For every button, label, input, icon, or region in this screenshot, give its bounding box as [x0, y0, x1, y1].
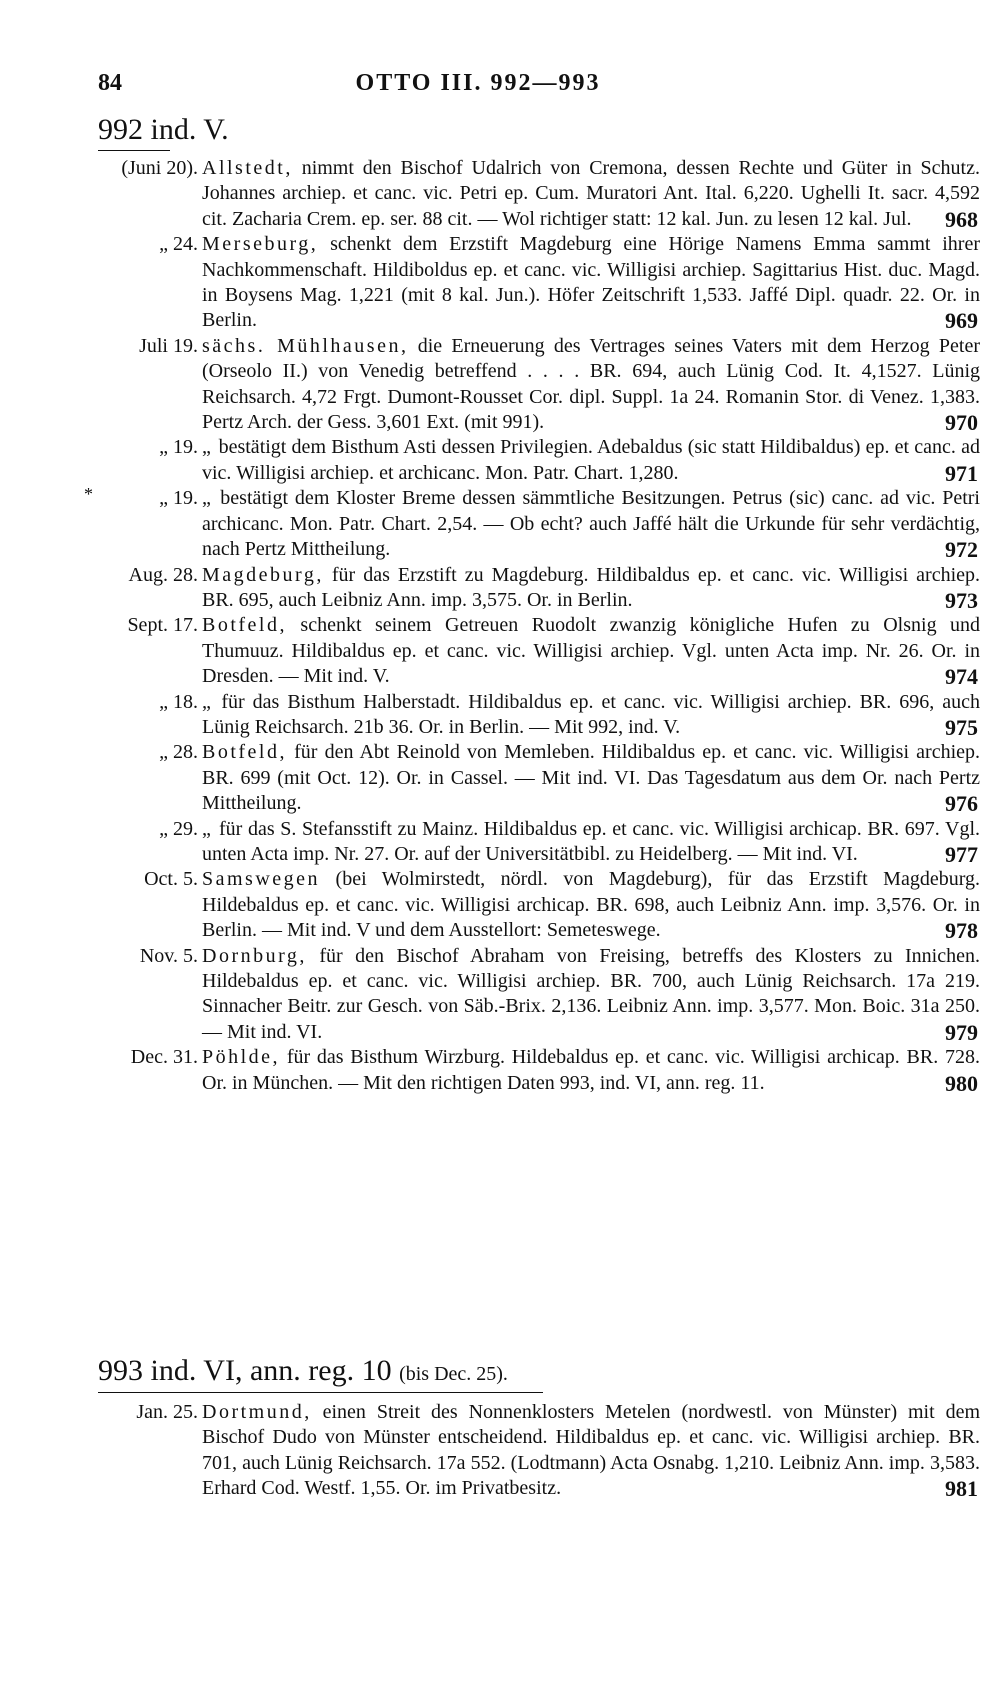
entry-place: Dornburg, — [202, 944, 307, 967]
section-rule — [98, 1392, 543, 1393]
entry-date: Aug. 28. — [128, 563, 198, 586]
entry-date: Sept. 17. — [127, 614, 198, 637]
entry-place: Botfeld, — [202, 741, 287, 764]
entry-place: Merseburg, — [202, 233, 319, 256]
entry-975 — [90, 690, 980, 741]
dubious-marker: * — [84, 484, 93, 505]
entry-number: 979 — [945, 1019, 978, 1045]
entry-body: für den Bischof Abraham von Freising, betreffs des Klosters zu Innichen. Hildebaldus ep. et canc. vic. Willigisi archiep. BR. 700, auch Lünig Reichsarch. 17a 219. Sinnacher Beitr. zur Gesch. von Säb.-Brix. 2,136. Leibniz Ann. imp. 3,577. Mon. Boic. 31a 250. — Mit ind. VI. — [202, 944, 980, 1043]
entry-body: schenkt seinem Getreuen Ruodolt zwanzig königliche Hufen zu Olsnig und Thumuuz. Hildibaldus ep. et canc. vic. Willigisi archiep. Vgl. unten Acta imp. Nr. 26. Or. in Dresden. — Mit ind. V. — [202, 614, 980, 688]
section-rule — [98, 150, 170, 151]
entry-date: „ 28. — [159, 741, 198, 764]
entry-number: 969 — [945, 308, 978, 334]
entry-place: Dortmund, — [202, 1401, 312, 1423]
entry-text — [202, 435, 980, 486]
entry-980 — [90, 1045, 980, 1096]
entry-date: Oct. 5. — [144, 868, 198, 891]
entry-number: 972 — [945, 537, 978, 563]
entry-place: „ — [202, 690, 214, 713]
entry-body: (bei Wolmirstedt, nördl. von Magdeburg), für das Erzstift Magdeburg. Hildebaldus ep. et canc. vic. Willigisi archicap. BR. 698, auch Leibniz Ann. imp. 3,576. Or. in Berlin. — Mit ind. V und dem Ausstellort: Semeteswege. — [202, 868, 980, 942]
entry-text — [202, 1045, 980, 1096]
section-heading-992 — [98, 113, 229, 147]
entry-973 — [90, 563, 980, 614]
entry-number: 971 — [945, 460, 978, 486]
entry-body: bestätigt dem Bisthum Asti dessen Privilegien. Adebaldus (sic statt Hildibaldus) ep. et canc. ad vic. Willigisi archiep. et archicanc. Mon. Patr. Chart. 1,280. — [202, 436, 980, 484]
entry-979 — [90, 944, 980, 1046]
entry-number: 976 — [945, 791, 978, 817]
entry-body: für das Bisthum Wirzburg. Hildebaldus ep. et canc. vic. Willigisi archicap. BR. 728. Or. in München. — Mit den richtigen Daten 993, ind. VI, ann. reg. 11. — [202, 1046, 980, 1094]
page-number: 84 — [98, 70, 122, 96]
entry-978 — [90, 867, 980, 943]
section-title: 992 ind. V. — [98, 113, 229, 146]
entry-970 — [90, 334, 980, 436]
entry-place: Botfeld, — [202, 614, 287, 637]
entry-place: Allstedt, — [202, 157, 293, 179]
entry-text — [202, 944, 980, 1046]
entry-body: nimmt den Bischof Udalrich von Cremona, dessen Rechte und Güter in Schutz. Johannes archiep. et canc. vic. Petri ep. Cum. Muratori Ant. Ital. 6,220. Ughelli It. sacr. 4,592 cit. Zacharia Crem. ep. ser. 88 cit. — Wol richtiger statt: 12 kal. Jun. zu lesen 12 kal. Jul. — [202, 157, 980, 230]
entry-text — [202, 1400, 980, 1502]
entry-date: (Juni 20). — [121, 157, 198, 179]
entry-text — [202, 740, 980, 816]
running-head: OTTO III. 992—993 — [355, 70, 601, 96]
section-title: 993 ind. VI, ann. reg. 10 — [98, 1354, 392, 1387]
entry-body: für das S. Stefansstift zu Mainz. Hildibaldus ep. et canc. vic. Willigisi archicap. BR. 697. Vgl. unten Acta imp. Nr. 27. Or. auf der Universitätbibl. zu Heidelberg. — Mit ind. VI. — [202, 817, 980, 865]
entry-977 — [90, 817, 980, 868]
entry-body: die Erneuerung des Vertrages seines Vaters mit dem Herzog Peter (Orseolo II.) von Venedig betreffend . . . . BR. 694, auch Lünig Cod. It. 4,1527. Lünig Reichsarch. 4,72 Frgt. Dumont-Rousset Cor. dipl. Suppl. 1a 24. Romanin Stor. di Venez. 1,383. Pertz Arch. der Gess. 3,601 Ext. (mit 991). — [202, 334, 981, 434]
entry-number: 973 — [945, 587, 978, 613]
entry-971 — [90, 435, 980, 486]
entry-body: schenkt dem Erzstift Magdeburg eine Hörige Namens Emma sammt ihrer Nachkommenschaft. Hildiboldus ep. et canc. vic. Willigisi archiep. Sagittarius Hist. duc. Magd. in Boysens Mag. 1,221 (mit 8 kal. Jun.). Höfer Zeitschrift 1,533. Jaffé Dipl. quadr. 22. Or. in Berlin. — [202, 233, 980, 332]
entry-place: „ — [202, 487, 214, 510]
section-title-note: (bis Dec. 25). — [399, 1363, 508, 1385]
entry-list-993 — [90, 1400, 980, 1502]
page-header — [98, 70, 978, 100]
entry-place: „ — [202, 817, 214, 840]
entry-number: 978 — [945, 918, 978, 944]
entry-number: 970 — [945, 410, 978, 436]
entry-968 — [90, 156, 980, 232]
entry-list-992 — [84, 156, 981, 1096]
entry-body: für das Erzstift zu Magdeburg. Hildibaldus ep. et canc. vic. Willigisi archiep. BR. 695, auch Leibniz Ann. imp. 3,575. Or. in Berlin. — [202, 563, 980, 611]
entry-body: für das Bisthum Halberstadt. Hildibaldus ep. et canc. vic. Willigisi archiep. BR. 696, auch Lünig Reichsarch. 21b 36. Or. in Berlin. — Mit 992, ind. V. — [202, 690, 980, 738]
entry-place: Pöhlde, — [202, 1046, 281, 1069]
entry-date: Juli 19. — [139, 334, 198, 357]
entry-date: „ 19. — [159, 487, 198, 510]
entry-place: „ — [202, 436, 214, 459]
entry-text — [202, 817, 980, 868]
entry-number: 981 — [945, 1476, 978, 1502]
entry-date: „ 19. — [159, 436, 198, 459]
entry-976 — [90, 740, 980, 816]
entry-date: Jan. 25. — [136, 1401, 198, 1423]
entry-972 — [84, 484, 980, 563]
entry-date: Dec. 31. — [130, 1046, 198, 1069]
entry-text — [202, 232, 980, 334]
entry-text — [202, 867, 980, 943]
entry-date: Nov. 5. — [139, 944, 198, 967]
entry-body: bestätigt dem Kloster Breme dessen sämmtliche Besitzungen. Petrus (sic) canc. ad vic. Petri archicanc. Mon. Patr. Chart. 2,54. — Ob echt? auch Jaffé hält die Urkunde für sehr verdächtig, nach Pertz Mittheilung. — [202, 487, 980, 561]
entry-text — [202, 156, 980, 232]
entry-974 — [90, 613, 980, 689]
entry-place: Samswegen — [202, 868, 321, 891]
entry-number: 975 — [945, 714, 978, 740]
entry-text — [202, 613, 980, 689]
entry-text — [202, 334, 980, 436]
entry-date: „ 24. — [159, 233, 198, 256]
entry-date: „ 18. — [159, 690, 198, 713]
entry-number: 974 — [945, 664, 978, 690]
entry-number: 977 — [945, 841, 978, 867]
entry-place: sächs. Mühlhausen, — [202, 334, 409, 357]
entry-number: 968 — [945, 206, 978, 232]
section-heading-993 — [98, 1354, 508, 1388]
entry-body: einen Streit des Nonnenklosters Metelen (nordwestl. von Münster) mit dem Bischof Dudo von Münster entscheidend. Hildibaldus ep. et canc. vic. Willigisi archiep. BR. 701, auch Lünig Reichsarch. 17a 552. (Lodtmann) Acta Osnabg. 1,210. Leibniz Ann. imp. 3,583. Erhard Cod. Westf. 1,55. Or. im Privatbesitz. — [202, 1401, 980, 1500]
entry-text — [202, 690, 980, 741]
entry-date: „ 29. — [159, 817, 198, 840]
entry-981 — [90, 1400, 980, 1502]
entry-place: Magdeburg, — [202, 563, 324, 586]
entry-number: 980 — [945, 1070, 978, 1096]
entry-text — [202, 486, 980, 562]
entry-body: für den Abt Reinold von Memleben. Hildibaldus ep. et canc. vic. Willigisi archiep. BR. 699 (mit Oct. 12). Or. in Cassel. — Mit ind. VI. Das Tagesdatum aus dem Or. nach Pertz Mittheilung. — [202, 741, 980, 815]
entry-969 — [90, 232, 980, 334]
entry-text — [202, 563, 980, 614]
